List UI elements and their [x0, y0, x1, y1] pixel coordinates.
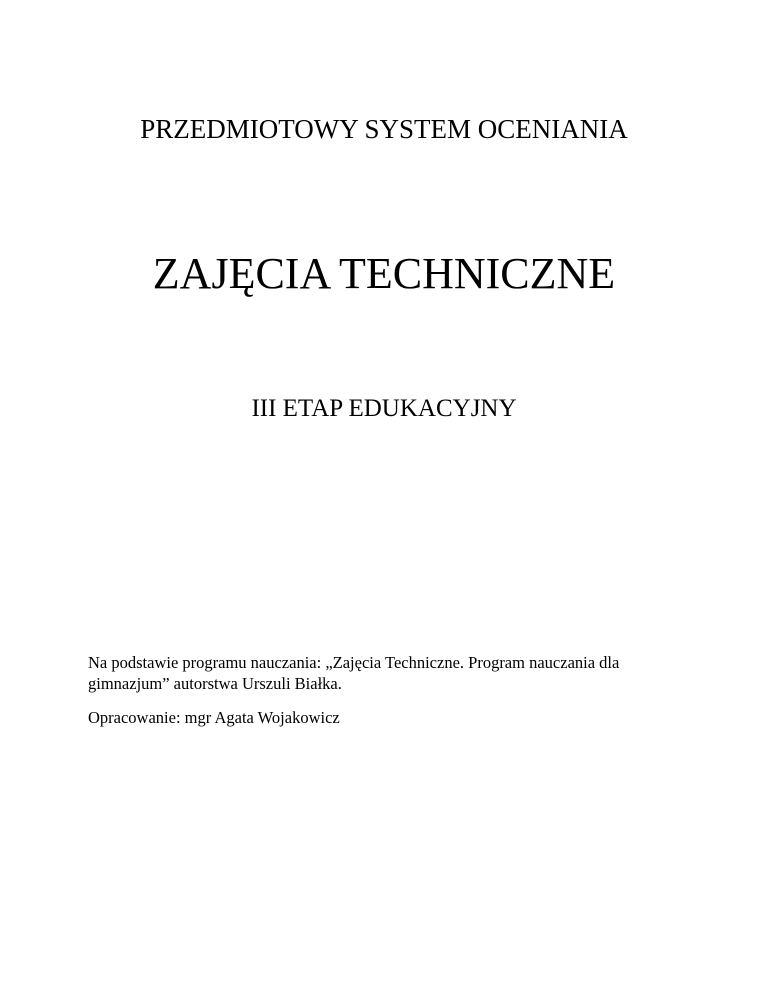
program-basis-line-2: gimnazjum” autorstwa Urszuli Białka.	[88, 674, 342, 693]
program-basis-line-1: Na podstawie programu nauczania: „Zajęcia Techniczne. Program nauczania dla	[88, 653, 620, 672]
author-credit: Opracowanie: mgr Agata Wojakowicz	[88, 708, 340, 727]
program-basis-paragraph	[88, 652, 688, 694]
document-supertitle: PRZEDMIOTOWY SYSTEM OCENIANIA	[140, 114, 628, 144]
education-stage: III ETAP EDUKACYJNY	[251, 395, 517, 422]
document-title: ZAJĘCIA TECHNICZNE	[152, 249, 616, 298]
